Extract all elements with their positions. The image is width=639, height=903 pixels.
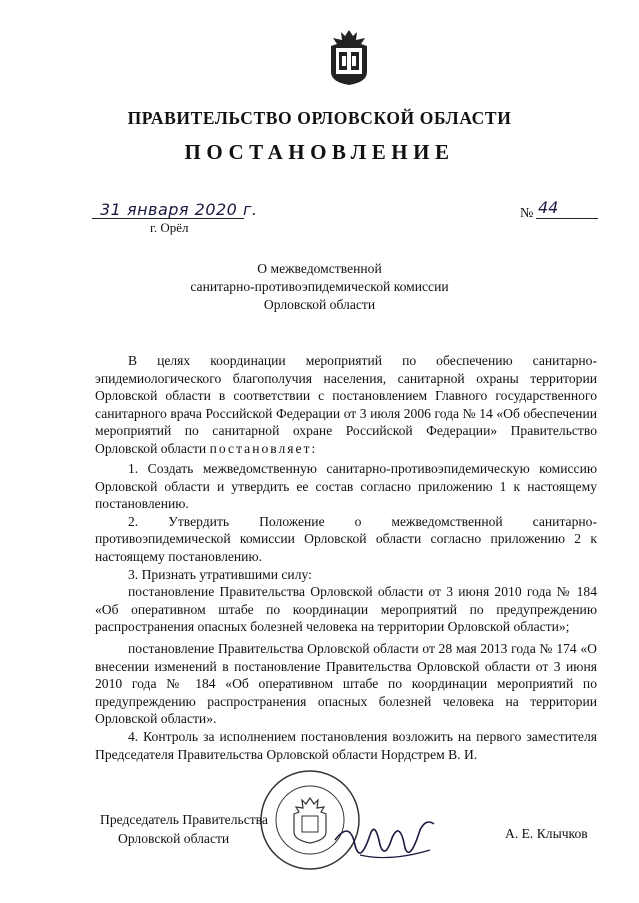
city: г. Орёл xyxy=(150,220,189,235)
item-3: 3. Признать утратившими силу: xyxy=(128,566,312,582)
number-handwritten: 44 xyxy=(538,198,559,217)
signatory-title-line-2: Орловской области xyxy=(118,831,230,846)
document-subject xyxy=(0,260,639,314)
item-3a: постановление Правительства Орловской области от 3 июня 2010 года № 184 «Об оперативном штабе по координации мероприятий по предупреждению распространения опасных болезней человека на территории Орловской области»; xyxy=(95,584,597,635)
organization-title: ПРАВИТЕЛЬСТВО ОРЛОВСКОЙ ОБЛАСТИ xyxy=(127,108,512,128)
resolution-items xyxy=(95,460,597,763)
signatory-title xyxy=(100,810,268,848)
number-underline xyxy=(536,218,598,219)
date-handwritten: 31 января 2020 г. xyxy=(100,200,258,219)
preamble-text: В целях координации мероприятий по обеспечению санитарно-эпидемиологического благополучия населения, санитарной охраны территории Орловской области в соответствии с постановлением Главного государственного санитарного врача Российской Федерации от 3 июля 2006 года № 14 «Об обеспечении мероприятий по санитарной охране Российской Федерации» Правительство Орловской области xyxy=(95,353,597,456)
signatory-title-line-1: Председатель Правительства xyxy=(100,812,268,827)
resolves-word: постановляет: xyxy=(209,440,318,456)
signatory-name: А. Е. Клычков xyxy=(505,826,588,841)
item-1: 1. Создать межведомственную санитарно-противоэпидемическую комиссию Орловской области и утвердить ее состав согласно приложению 1 к настоящему постановлению. xyxy=(95,461,597,512)
item-2: 2. Утвердить Положение о межведомственной санитарно-противоэпидемической комиссии Орловской области согласно приложению 2 к настоящему постановлению. xyxy=(95,513,597,564)
coat-of-arms-icon xyxy=(327,28,371,86)
item-4: 4. Контроль за исполнением постановления возложить на первого заместителя Председателя Правительства Орловской области Нордстрем В. И. xyxy=(95,728,597,762)
handwritten-signature-icon xyxy=(330,800,440,870)
document-type: ПОСТАНОВЛЕНИЕ xyxy=(184,140,455,164)
number-label: № xyxy=(520,206,534,221)
subject-line-1: О межведомственной xyxy=(257,261,382,276)
subject-line-3: Орловской области xyxy=(263,297,376,312)
subject-line-2: санитарно-противоэпидемической комиссии xyxy=(190,279,449,294)
item-3b: постановление Правительства Орловской области от 28 мая 2013 года № 174 «О внесении изменений в постановление Правительства Орловской области от 3 июня 2010 года № 184 «Об оперативном штабе по координации мероприятий по предупреждению распространения опасных болезней человека на территории Орловской области». xyxy=(95,640,597,727)
preamble xyxy=(95,352,597,458)
date-underline xyxy=(92,218,244,219)
